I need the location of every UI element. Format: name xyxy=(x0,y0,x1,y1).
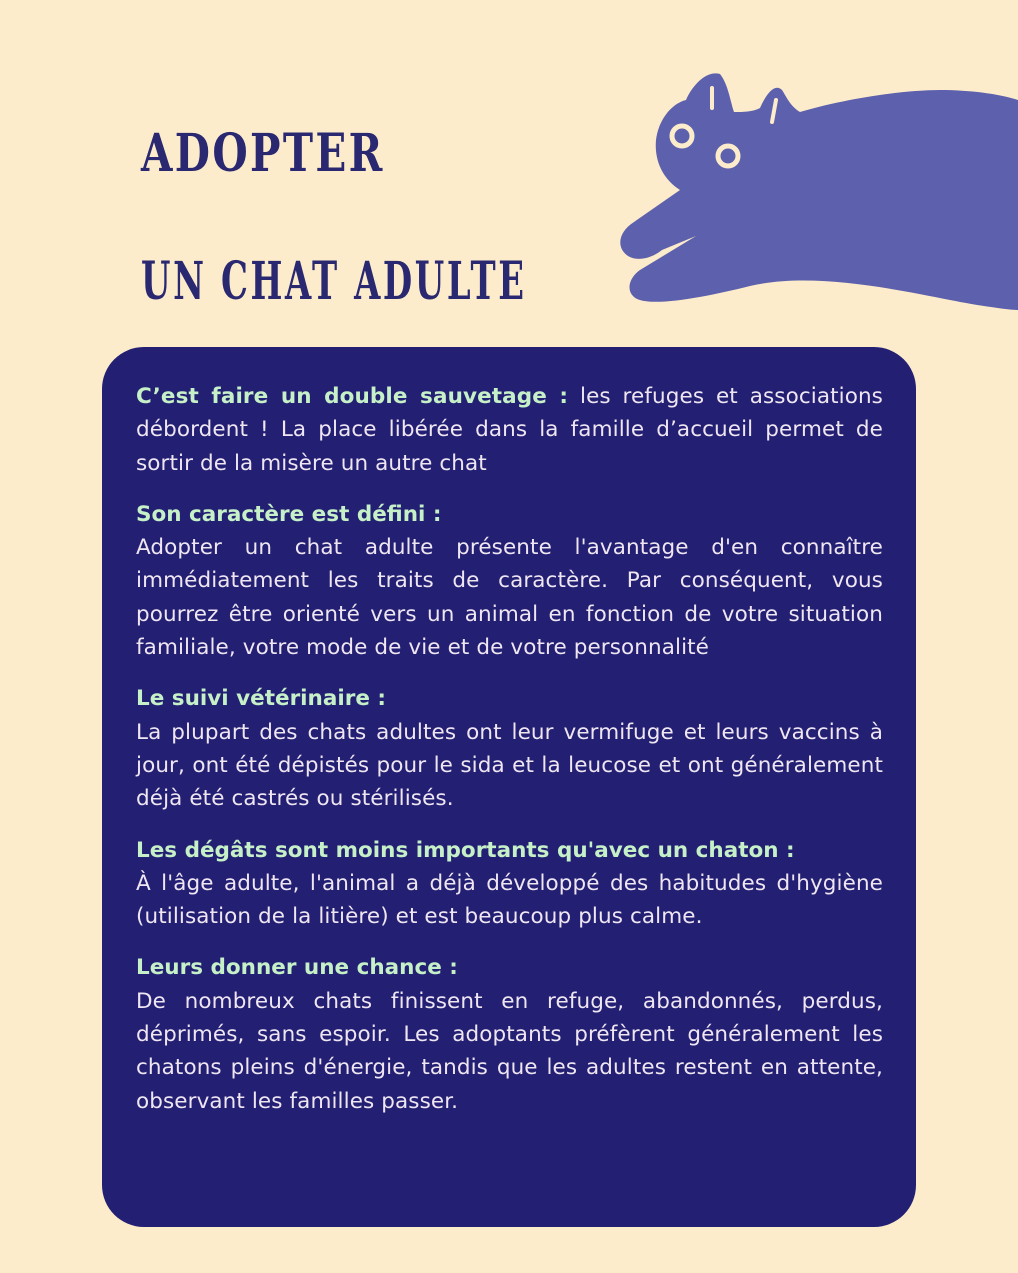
section-double-rescue xyxy=(136,380,883,480)
section-give-chance xyxy=(136,951,883,1117)
info-card xyxy=(102,347,916,1227)
section-heading: Les dégâts sont moins importants qu'avec un chaton : xyxy=(136,837,795,863)
section-body: les refuges et associations débordent ! La place libérée dans la famille d’accueil permet de sortir de la misère un autre chat xyxy=(136,384,883,476)
section-body: Adopter un chat adulte présente l'avantage d'en connaître immédiatement les traits de caractère. Par conséquent, vous pourrez être orienté vers un animal en fonction de votre situation familiale, votre mode de vie et de votre personnalité xyxy=(136,535,883,661)
section-less-damage xyxy=(136,834,883,934)
section-body: De nombreux chats finissent en refuge, abandonnés, perdus, déprimés, sans espoir. Les adoptants préfèrent généralement les chatons pleins d'énergie, tandis que les adultes restent en attente, observant les familles passer. xyxy=(136,988,883,1114)
section-text xyxy=(136,380,883,480)
section-character xyxy=(136,498,883,664)
section-body: La plupart des chats adultes ont leur vermifuge et leurs vaccins à jour, ont été dépistés pour le sida et la leucose et ont généralement déjà été castrés ou stérilisés. xyxy=(136,719,883,812)
cat-icon xyxy=(600,60,1018,320)
section-body: À l'âge adulte, l'animal a déjà développé des habitudes d'hygiène (utilisation de la litière) et est beaucoup plus calme. xyxy=(136,870,883,930)
section-heading: Leurs donner une chance : xyxy=(136,955,458,981)
section-heading: Son caractère est défini : xyxy=(136,501,442,527)
page-title: ADOPTER xyxy=(141,123,385,184)
section-vet-care xyxy=(136,682,883,815)
page-subtitle: UN CHAT ADULTE xyxy=(141,251,527,312)
section-heading: C’est faire un double sauvetage : xyxy=(136,384,569,409)
section-heading: Le suivi vétérinaire : xyxy=(136,686,386,712)
